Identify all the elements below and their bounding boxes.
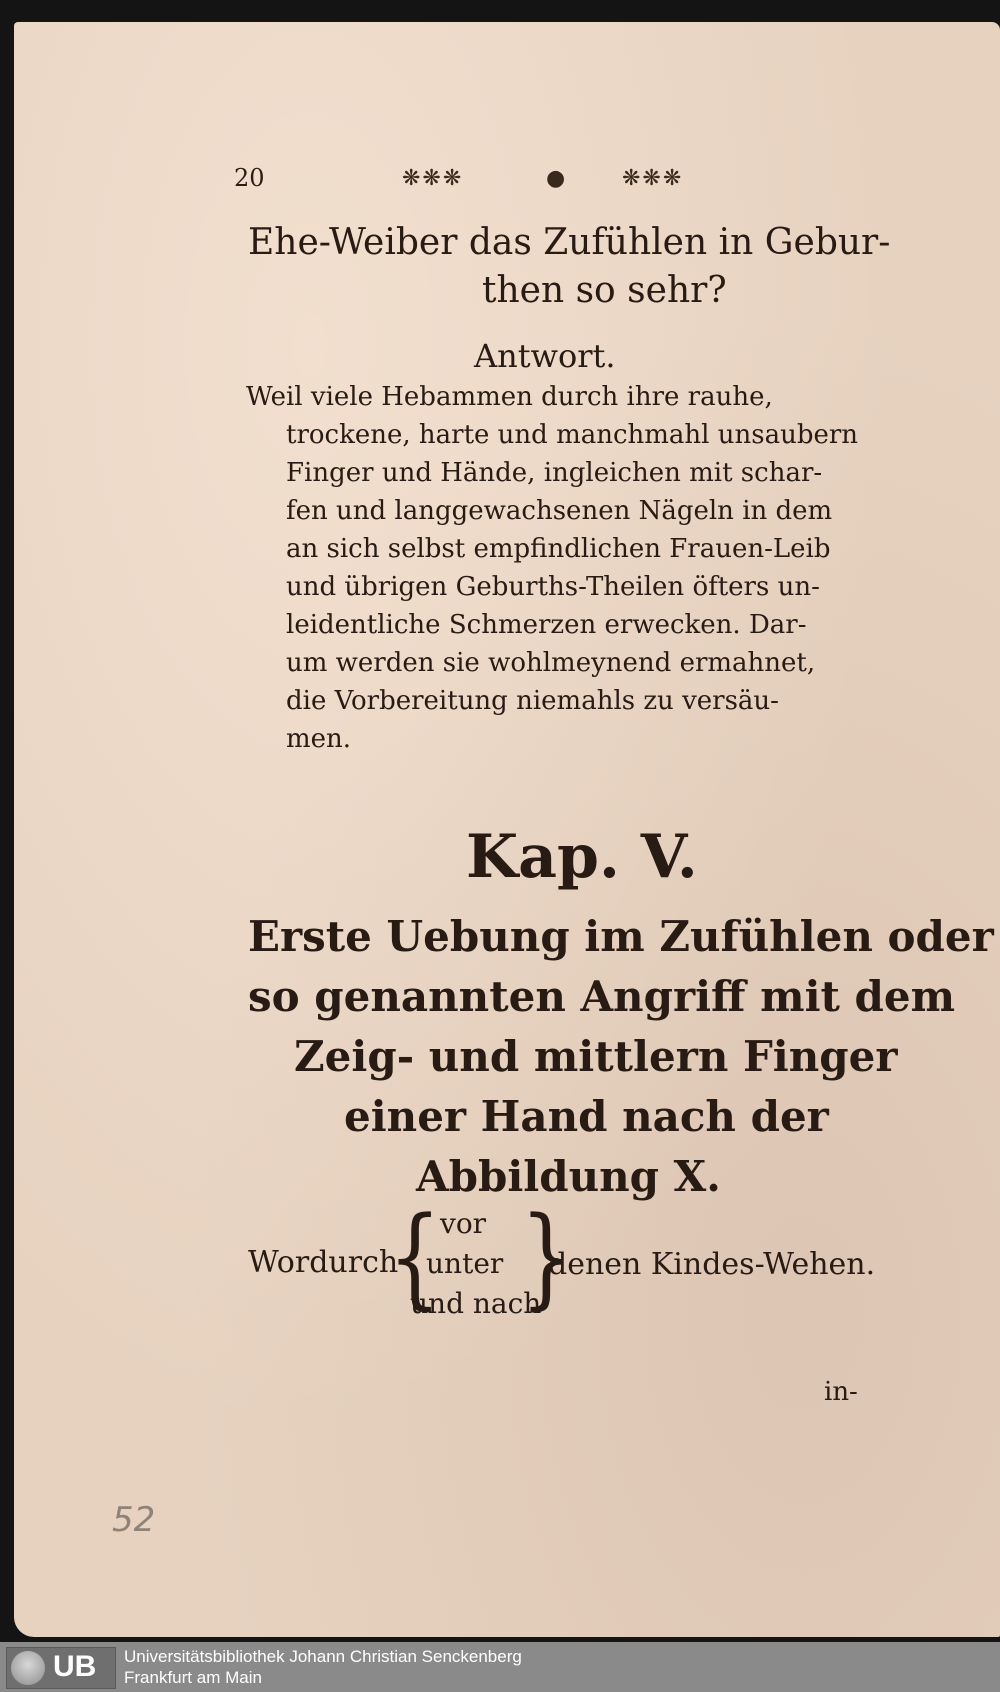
body-line: um werden sie wohlmeynend ermahnet, xyxy=(286,648,816,678)
body-line: trockene, harte und manchmahl unsaubern xyxy=(286,420,859,450)
body-line: men. xyxy=(286,724,352,754)
pencil-annotation: 52 xyxy=(112,1500,156,1540)
catchword: in- xyxy=(824,1377,858,1407)
left-brace-icon: { xyxy=(388,1193,442,1321)
chapter-title-line: so genannten Angriff mit dem xyxy=(248,972,956,1021)
chapter-heading: Kap. V. xyxy=(466,822,698,892)
library-name: Universitätsbibliothek Johann Christian Senckenberg xyxy=(124,1647,522,1666)
body-line: und übrigen Geburths-Theilen öfters un- xyxy=(286,572,820,602)
question-line-2: then so sehr? xyxy=(482,270,727,311)
body-line: Finger und Hände, ingleichen mit schar- xyxy=(286,458,823,488)
ornament-left-icon: ❋❋❋ xyxy=(402,166,464,191)
bracket-tail: denen Kindes-Wehen. xyxy=(548,1247,876,1282)
library-footer xyxy=(0,1642,1000,1692)
body-line: Weil viele Hebammen durch ihre rauhe, xyxy=(246,382,773,412)
answer-heading: Antwort. xyxy=(474,337,616,375)
ornament-right-icon: ❋❋❋ xyxy=(622,166,684,191)
ornament-center-icon: ● xyxy=(546,166,568,191)
right-brace-icon: } xyxy=(520,1193,574,1321)
chapter-title-line: Zeig- und mittlern Finger xyxy=(294,1032,898,1081)
bracket-lead-word: Wordurch xyxy=(248,1245,399,1280)
page-content xyxy=(14,22,1000,1637)
chapter-title-line: Abbildung X. xyxy=(416,1152,721,1201)
page-number: 20 xyxy=(234,164,265,192)
running-header xyxy=(234,162,694,202)
bracket-option: vor xyxy=(440,1207,487,1240)
chapter-title-line: einer Hand nach der xyxy=(344,1092,829,1141)
bracket-construction xyxy=(248,1193,888,1322)
library-logo xyxy=(6,1647,116,1689)
question-line-1: Ehe-Weiber das Zufühlen in Gebur- xyxy=(248,222,891,263)
body-line: fen und langgewachsenen Nägeln in dem xyxy=(286,496,833,526)
portrait-icon xyxy=(11,1651,45,1685)
body-line: die Vorbereitung niemahls zu versäu- xyxy=(286,686,779,716)
book-page xyxy=(14,22,1000,1637)
bracket-option: und nach xyxy=(410,1287,542,1320)
bracket-option: unter xyxy=(426,1247,504,1280)
body-line: an sich selbst empfindlichen Frauen-Leib xyxy=(286,534,831,564)
body-line: leidentliche Schmerzen erwecken. Dar- xyxy=(286,610,807,640)
library-city: Frankfurt am Main xyxy=(124,1668,262,1687)
logo-text: UB xyxy=(53,1650,97,1683)
chapter-title-line: Erste Uebung im Zufühlen oder xyxy=(248,912,994,961)
